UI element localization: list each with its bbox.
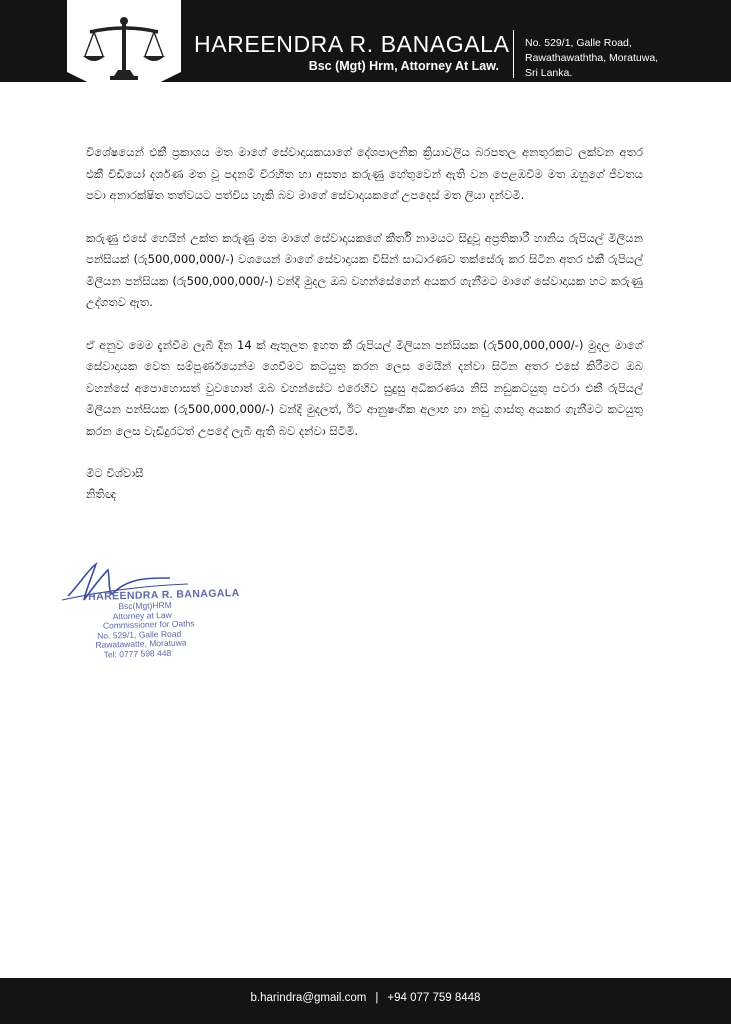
signature-stamp xyxy=(58,556,258,660)
letterhead-divider xyxy=(513,30,514,78)
footer-phone[interactable]: +94 077 759 8448 xyxy=(387,992,481,1004)
body-paragraph: විශේෂයෙන් එකී ප්‍රකාශය මත මාගේ සේවාදායකයාගේ දේශපාලනික ක්‍රියාවලිය බරපතල අනතුරකට ලක්වන අතර එකී විඩියෝ දර්ශණ මත වූ පදනම් විරහිත හා අසත්‍ය කරුණු හේතුවෙන් ඇති වන පෙළඹවීම මත ඔහුගේ ජීවතය පවා අනාරක්ෂිත තත්වයට පත්විය හැකි බව මාගේ සේවාදායකගේ උපදෙස් මත ලියා දන්වමි. xyxy=(86,145,643,202)
stamp-line: Tel: 0777 598 448 xyxy=(103,647,172,660)
footer-separator: | xyxy=(375,992,379,1004)
footer-email[interactable]: b.harindra@gmail.com xyxy=(250,992,367,1004)
body-paragraph: කරුණු එසේ හෙයින් උක්ත කරුණු මත මාගේ සේවාදායකගේ කීර්ති නාමයට සිදුවූ අප්‍රතිකාරී හානිය රුපියල් මිලියන පන්සියක් (රු500,000,000/-) වශයෙන් මාගේ සේවාදායක විසින් සාධාරණව තක්සේරු කර සිටින අතර එකී රුපියල් මිලියන පන්සියක (රු500,000,000/-) වන්දි මුදල ඔබ වහන්සේගෙන් අයකර ගැනීමට මාගේ සේවාදායක හට කරුණු උද්ගතව ඇත. xyxy=(86,230,643,309)
scales-of-justice-icon xyxy=(82,14,166,86)
address-line: Sri Lanka. xyxy=(525,67,573,79)
closing-line: නිතිඥ xyxy=(86,487,117,501)
closing-line: මීට විශ්වාසී xyxy=(86,466,144,480)
stamp-line: Bsc(Mgt)HRM xyxy=(118,599,172,612)
letterhead-name: HAREENDRA R. BANAGALA xyxy=(194,31,510,57)
stamp-line: No. 529/1, Galle Road xyxy=(97,628,182,641)
footer-contact xyxy=(0,992,731,1004)
address-line: Rawathawaththa, Moratuwa, xyxy=(525,52,659,64)
stamp-line: Commissioner for Oaths xyxy=(102,618,195,631)
letterhead-bar xyxy=(0,0,731,82)
letterhead-address xyxy=(525,36,658,81)
logo-badge xyxy=(67,0,181,100)
letter-closing xyxy=(86,463,643,505)
body-paragraph: ඒ අනුව මෙම දැන්වීම ලැබී දින 14 ක් ඇතුලත ඉහත කී රුපියල් මිලියන පන්සියක (රු500,000,000/-) මුදල මාගේ සේවාදායක වෙත සම්පූර්ණයෙන්ම ගෙවීමට කටයුතු කරන ලෙස මෙයින් දන්වා සිටින අතර එසේ කිරීමට ඔබ වහන්සේ අපොහොසත් වුවහොත් ඔබ වහන්සේට එරෙහිව සුදුසු අධිකරණය නිසි නඩුකටයුතු පවරා එකී රුපියල් මිලියන පන්සියක (රු500,000,000/-) වන්දි මුදලත්, ඊට ආනුෂංගික අලාභ හා නඩු ගාස්තු අයකර ගැනීමට කටයුතු කරන ලෙස වැඩිදුරටත් උපදේ ලැබී ඇති බව දන්වා සිටිමි. xyxy=(86,337,643,438)
stamp-line: Attorney at Law xyxy=(112,609,172,621)
stamp-name: HAREENDRA R. BANAGALA xyxy=(88,587,240,603)
address-line: No. 529/1, Galle Road, xyxy=(525,37,632,49)
stamp-line: Rawatawatte, Moratuwa xyxy=(95,637,187,650)
letter-body xyxy=(86,142,643,505)
footer-bar xyxy=(0,978,731,1024)
letterhead-qualifications: Bsc (Mgt) Hrm, Attorney At Law. xyxy=(308,59,499,73)
stamp-text xyxy=(88,587,241,660)
